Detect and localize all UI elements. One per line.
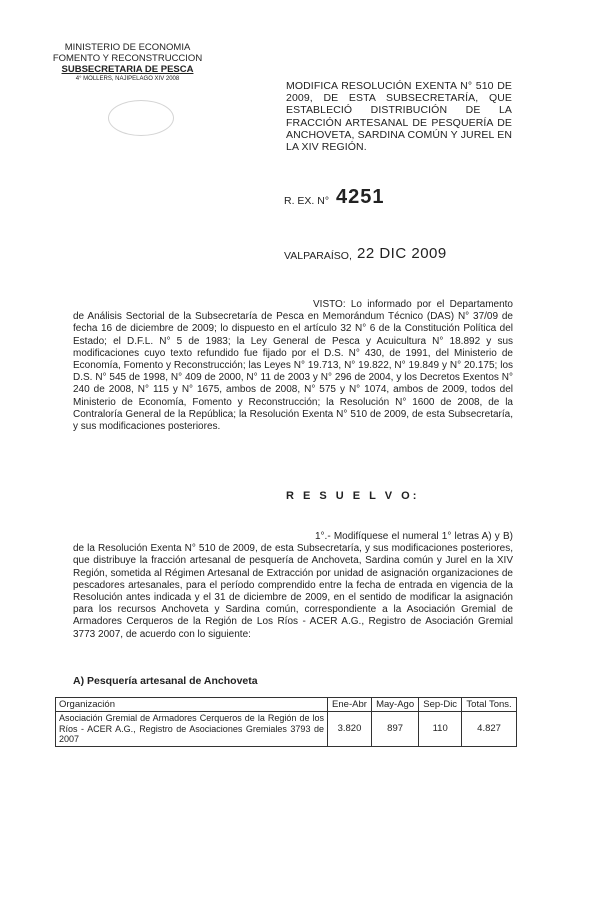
col-may-ago: May-Ago [371,698,418,712]
date-stamp: 22 DIC 2009 [357,245,447,262]
resuelvo-heading: R E S U E L V O: [286,490,420,502]
cell-organizacion: Asociación Gremial de Armadores Cerqueros de la Región de los Ríos - ACER A.G., Registro de Asociaciones Gremiales 3793 de 2007 [56,712,328,747]
cell-may-ago: 897 [371,712,418,747]
subject-heading: MODIFICA RESOLUCIÓN EXENTA N° 510 DE 2009, DE ESTA SUBSECRETARÍA, QUE ESTABLECIÓ DISTRIBUCIÓN DE LA FRACCIÓN ARTESANAL DE PESQUERÍA DE ANCHOVETA, SARDINA COMÚN Y JUREL EN LA XIV REGIÓN. [286,80,512,154]
ministry-name: MINISTERIO DE ECONOMIA [64,42,191,53]
article-1-paragraph: 1°.- Modifíquese el numeral 1° letras A) y B) de la Resolución Exenta N° 510 de 2009, de esta Subsecretaría, y sus modificaciones posteriores, que distribuye la fracción artesanal de pesquería de Anchoveta, Sardina común y Jurel en la XIV Región, sometida al Régimen Artesanal de Extracción por unidad de asignación organizaciones de pescadores artesanales, para el período comprendido entre la fecha de entrada en vigencia de la Resolución antes indicada y el 31 de diciembre de 2009, en el sentido de modificar la asignación para los recursos Anchoveta y Sardina común, correspondiente a la Asociación Gremial de Armadores Cerqueros de la Región de Los Ríos - ACER A.G., Registro de Asociación Gremial 3773 2007, de acuerdo con lo siguiente: [73,531,513,640]
col-organizacion: Organización [56,698,328,712]
cell-ene-abr: 3.820 [328,712,372,747]
subsecretaria-name: SUBSECRETARIA DE PESCA [61,64,194,75]
allocation-table [55,697,517,747]
table-header-row [56,698,517,712]
letterhead-address: 4° MOLLERS, NAJIPELAGO XIV 2008 [75,76,180,82]
resolution-number: 4251 [336,186,385,208]
seal-stamp [108,100,174,136]
col-sep-dic: Sep-Dic [419,698,462,712]
place: VALPARAÍSO, [284,250,352,262]
ministry-name-line2: FOMENTO Y RECONSTRUCCION [52,53,203,64]
cell-total: 4.827 [462,712,517,747]
letterhead [40,42,215,83]
col-ene-abr: Ene-Abr [328,698,372,712]
resolution-label: R. EX. N° [284,195,330,207]
section-a-heading: A) Pesquería artesanal de Anchoveta [73,675,258,687]
cell-sep-dic: 110 [419,712,462,747]
visto-paragraph: VISTO: Lo informado por el Departamento de Análisis Sectorial de la Subsecretaría de Pesca en Memorándum Técnico (DAS) N° 37/09 de fecha 16 de diciembre de 2009; lo dispuesto en el artículo 32 N° 6 de la Constitución Política del Estado; el D.F.L. N° 5 de 1983; la Ley General de Pesca y Acuicultura N° 18.892 y sus modificaciones cuyo texto refundido fue fijado por el D.S. N° 430, de 1991, del Ministerio de Economía, Fomento y Reconstrucción; las Leyes N° 19.713, N° 19.822, N° 19.849 y N° 20.175; los D.S. N° 545 de 1998, N° 409 de 2000, N° 11 de 2003 y N° 296 de 2004, y los Decretos Exentos N° 240 de 2008, N° 115 y N° 1675, ambos de 2008, N° 575 y N° 1074, ambos de 2009, todos del Ministerio de Economía, Fomento y Reconstrucción; la Resolución N° 1600 de 2008, de la Contraloría General de la República; la Resolución Exenta N° 510 de 2009, de esta Subsecretaría, y sus modificaciones posteriores. [73,299,513,433]
table-row [56,712,517,747]
col-total: Total Tons. [462,698,517,712]
